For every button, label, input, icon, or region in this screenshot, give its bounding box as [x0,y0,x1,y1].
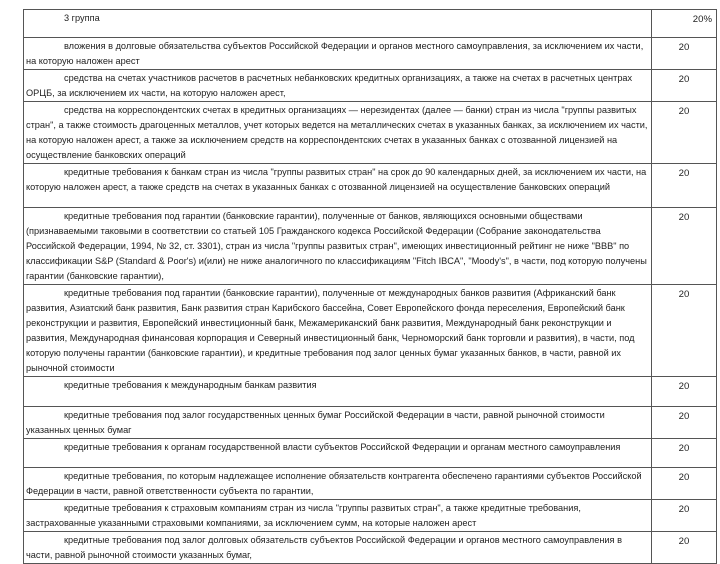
row-value: 20 [652,102,717,164]
row-text [24,439,652,468]
row-text-content: кредитные требования под гарантии (банковские гарантии), полученные от международных банков развития (Африканский банк развития, Азиатский банк развития, Банк развития стран Карибского бассейна, Совет Европейского фонда переселения, Европейский банк реконструкции и развития, Европейский инвестиционный банк, Межамериканский банк развития, Международный банк реконструкции и развития, Международная финансовая корпорация и Северный инвестиционный банк, Черноморский банк торговли и развития), в части, под которую получены гарантии (банковские гарантии), и кредитные требования под залог ценных бумаг указанных банков, в части, равной их рыночной стоимости [26,288,635,373]
row-value: 20 [652,38,717,70]
risk-weight-table [23,9,717,564]
row-value: 20 [652,407,717,439]
group-label [24,10,652,38]
row-text [24,208,652,285]
row-text-content: кредитные требования к страховым компаниям стран из числа "группы развитых стран", а также кредитные требования, застрахованные указанными страховыми компаниями, за исключением сумм, на которые наложен арест [26,503,581,528]
row-text [24,500,652,532]
row-text-content: вложения в долговые обязательства субъектов Российской Федерации и органов местного самоуправления, за исключением их части, на которую наложен арест [26,41,644,66]
table-row [24,407,717,439]
row-value: 20 [652,285,717,377]
table-row [24,468,717,500]
group-value: 20% [652,10,717,38]
row-text-content: кредитные требования под гарантии (банковские гарантии), полученные от банков, являющихся основными обществами (признаваемыми таковыми в соответствии со статьей 105 Гражданского кодекса Российской Федерации (Собрание законодательства Российской Федерации, 1994, № 32, ст. 3301), стран из числа "группы развитых стран", имеющих инвестиционный рейтинг не ниже "BBB" по классификации S&P (Standard & Poor's) и(или) не ниже аналогичного по классификациям "Fitch IBCA", "Moody's", в части, под которую получены гарантии (банковские гарантии), [26,211,647,281]
group-header-row [24,10,717,38]
row-text [24,70,652,102]
row-text-content: средства на счетах участников расчетов в расчетных небанковских кредитных организациях, а также на счетах в расчетных центрах ОРЦБ, за исключением их части, на которую наложен арест, [26,73,633,98]
row-text [24,38,652,70]
row-text-content: кредитные требования под залог долговых обязательств субъектов Российской Федерации и органов местного самоуправления в части, равной рыночной стоимости указанных бумаг, [26,535,622,560]
row-value: 20 [652,208,717,285]
row-text-content: кредитные требования, по которым надлежащее исполнение обязательств контрагента обеспечено гарантиями субъектов Российской Федерации в части, равной ответственности субъекта по гарантии, [26,471,642,496]
group-label-text: 3 группа [64,13,100,23]
table-row [24,500,717,532]
table-row [24,38,717,70]
row-text [24,377,652,407]
row-value: 20 [652,468,717,500]
row-value: 20 [652,532,717,564]
row-value: 20 [652,377,717,407]
table-row [24,532,717,564]
table-row [24,285,717,377]
row-text [24,532,652,564]
table-row [24,439,717,468]
row-text-content: средства на корреспондентских счетах в кредитных организациях — нерезидентах (далее — банки) стран из числа "группы развитых стран", а также стоимость драгоценных металлов, учет которых ведется на металлических счетах в указанных банках, за исключением их части, на которую наложен арест, а также за исключением средств на корреспондентских счетах в указанных банках с отозванной лицензией на осуществление банковских операций [26,105,648,160]
row-text [24,102,652,164]
row-value: 20 [652,439,717,468]
table-row [24,208,717,285]
row-value: 20 [652,500,717,532]
table-row [24,102,717,164]
row-text-content: кредитные требования к международным банкам развития [64,380,317,390]
row-text [24,407,652,439]
row-value: 20 [652,164,717,208]
row-text [24,468,652,500]
table-row [24,70,717,102]
row-text-content: кредитные требования к банкам стран из числа "группы развитых стран" на срок до 90 календарных дней, за исключением их части, на которую наложен арест, а также средств на счетах в указанных банках с отозванной лицензией на осуществление банковских операций [26,167,647,192]
table-row [24,164,717,208]
row-text [24,285,652,377]
row-text [24,164,652,208]
row-text-content: кредитные требования к органам государственной власти субъектов Российской Федерации и органам местного самоуправления [64,442,621,452]
table-row [24,377,717,407]
row-text-content: кредитные требования под залог государственных ценных бумаг Российской Федерации в части, равной рыночной стоимости указанных ценных бумаг [26,410,605,435]
row-value: 20 [652,70,717,102]
